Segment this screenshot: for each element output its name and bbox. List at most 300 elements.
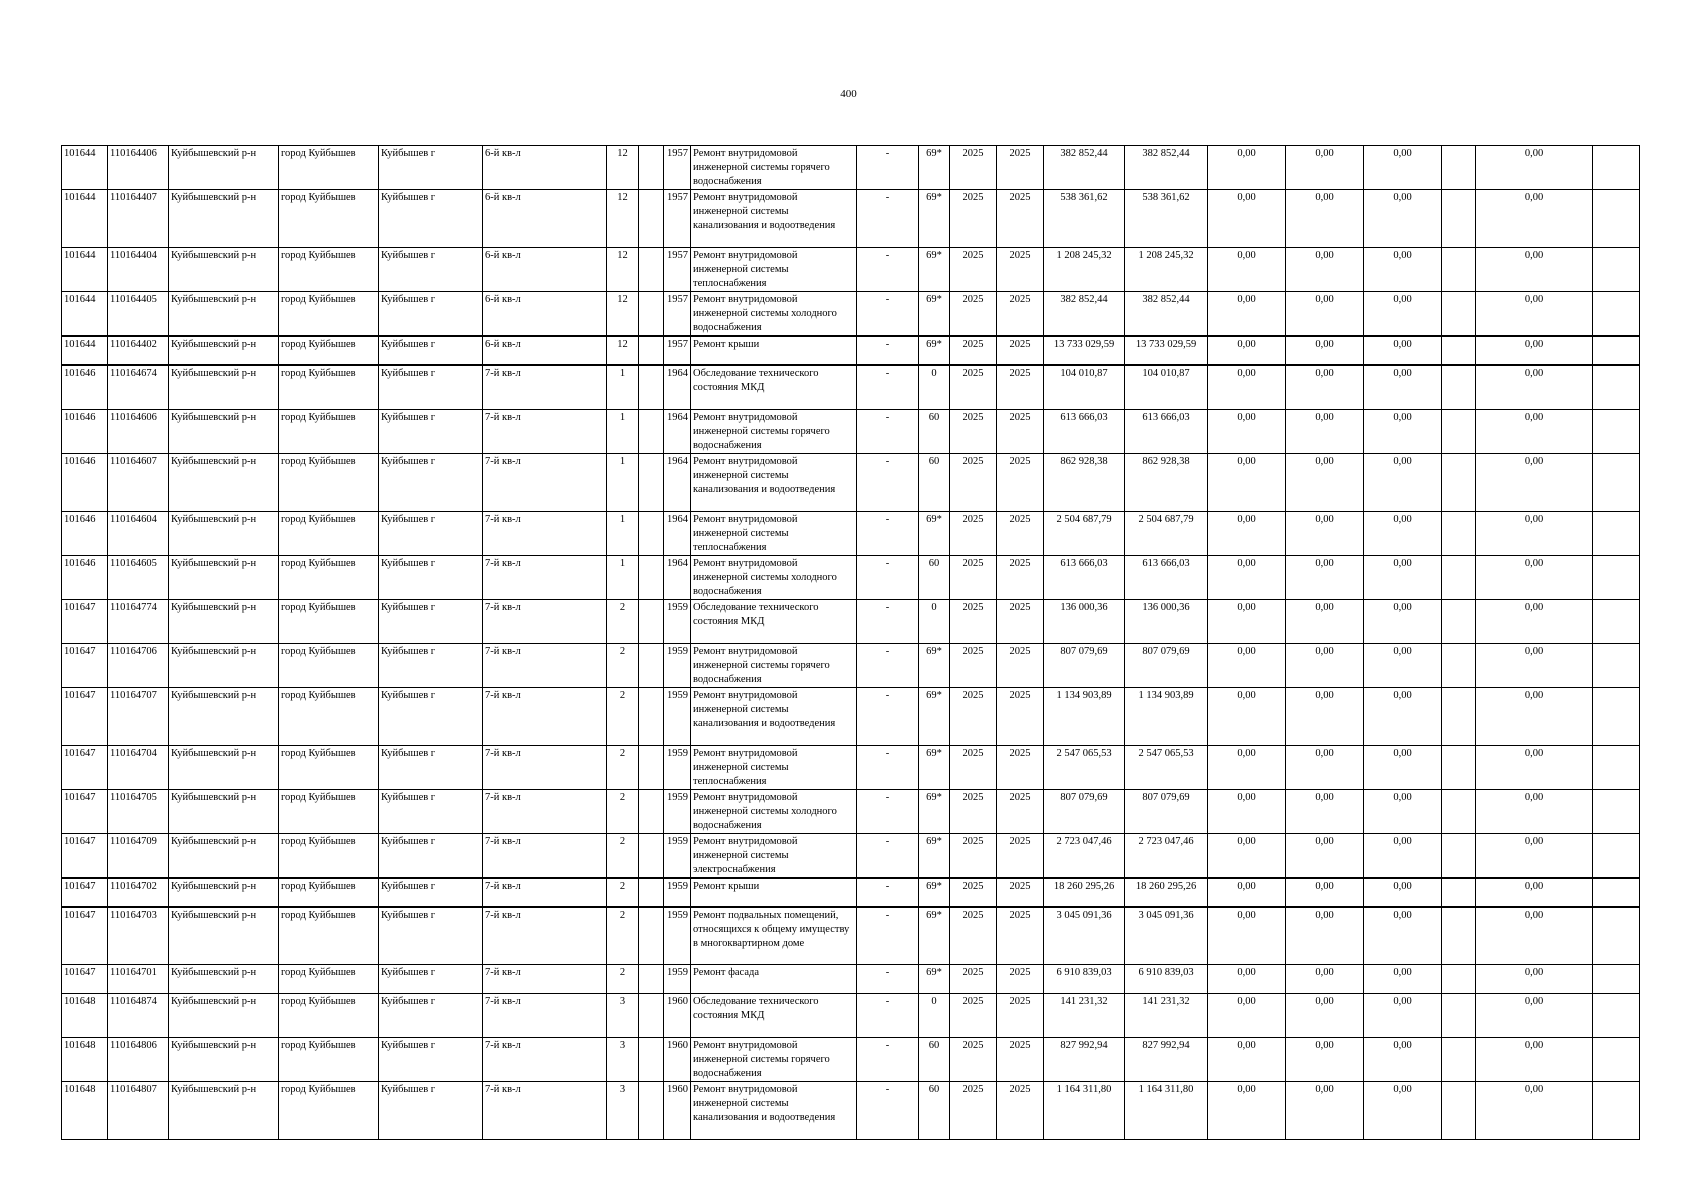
cell-col-6: 7-й кв-л [483,555,607,599]
cell-col-9: 1959 [664,643,691,687]
cell-col-20 [1442,965,1476,994]
cell-col-13: 2025 [950,965,997,994]
cell-col-16: 104 010,87 [1125,365,1208,409]
cell-col-9: 1964 [664,555,691,599]
cell-col-15: 538 361,62 [1044,190,1125,248]
cell-col-18: 0,00 [1286,599,1364,643]
cell-col-4: город Куйбышев [279,687,379,745]
cell-col-16: 613 666,03 [1125,409,1208,453]
cell-col-18: 0,00 [1286,965,1364,994]
cell-col-8 [639,190,664,248]
cell-col-5: Куйбышев г [379,907,483,965]
repair-program-table [61,145,1640,1140]
cell-col-12: 69* [919,878,950,907]
cell-col-19: 0,00 [1364,146,1442,190]
cell-col-12: 60 [919,1038,950,1082]
cell-col-13: 2025 [950,878,997,907]
cell-col-16: 18 260 295,26 [1125,878,1208,907]
table-row [62,248,1640,292]
cell-col-7: 12 [607,248,639,292]
cell-col-11: - [857,511,919,555]
table-row [62,1038,1640,1082]
cell-col-8 [639,878,664,907]
cell-col-11: - [857,146,919,190]
cell-col-22 [1593,409,1640,453]
cell-col-6: 7-й кв-л [483,643,607,687]
cell-col-14: 2025 [997,994,1044,1038]
cell-col-4: город Куйбышев [279,336,379,365]
table-row [62,907,1640,965]
cell-col-6: 7-й кв-л [483,511,607,555]
cell-col-1: 101647 [62,789,108,833]
cell-col-18: 0,00 [1286,511,1364,555]
cell-col-16: 1 134 903,89 [1125,687,1208,745]
cell-col-20 [1442,687,1476,745]
cell-col-17: 0,00 [1208,599,1286,643]
cell-col-5: Куйбышев г [379,365,483,409]
cell-col-7: 2 [607,687,639,745]
cell-col-17: 0,00 [1208,511,1286,555]
cell-col-13: 2025 [950,292,997,337]
cell-col-10: Ремонт внутридомовой инженерной системы горячего водоснабжения [691,146,857,190]
cell-col-1: 101644 [62,292,108,337]
cell-col-15: 2 547 065,53 [1044,745,1125,789]
cell-col-3: Куйбышевский р-н [169,146,279,190]
cell-col-5: Куйбышев г [379,555,483,599]
cell-col-8 [639,248,664,292]
cell-col-4: город Куйбышев [279,190,379,248]
table-row [62,833,1640,878]
cell-col-9: 1959 [664,789,691,833]
cell-col-16: 2 504 687,79 [1125,511,1208,555]
cell-col-17: 0,00 [1208,1082,1286,1140]
cell-col-9: 1959 [664,965,691,994]
cell-col-22 [1593,511,1640,555]
cell-col-3: Куйбышевский р-н [169,511,279,555]
cell-col-15: 862 928,38 [1044,453,1125,511]
cell-col-2: 110164604 [108,511,169,555]
cell-col-10: Ремонт внутридомовой инженерной системы канализования и водоотведения [691,1082,857,1140]
cell-col-11: - [857,907,919,965]
cell-col-10: Ремонт внутридомовой инженерной системы холодного водоснабжения [691,555,857,599]
cell-col-9: 1957 [664,146,691,190]
cell-col-22 [1593,336,1640,365]
cell-col-6: 7-й кв-л [483,599,607,643]
cell-col-6: 7-й кв-л [483,833,607,878]
cell-col-12: 69* [919,687,950,745]
cell-col-13: 2025 [950,336,997,365]
cell-col-17: 0,00 [1208,965,1286,994]
cell-col-16: 6 910 839,03 [1125,965,1208,994]
cell-col-17: 0,00 [1208,643,1286,687]
cell-col-17: 0,00 [1208,878,1286,907]
cell-col-18: 0,00 [1286,1082,1364,1140]
table-row [62,599,1640,643]
cell-col-20 [1442,643,1476,687]
cell-col-21: 0,00 [1476,190,1593,248]
cell-col-6: 6-й кв-л [483,146,607,190]
cell-col-11: - [857,336,919,365]
cell-col-14: 2025 [997,643,1044,687]
cell-col-9: 1960 [664,1082,691,1140]
cell-col-3: Куйбышевский р-н [169,409,279,453]
cell-col-16: 2 723 047,46 [1125,833,1208,878]
cell-col-14: 2025 [997,248,1044,292]
cell-col-10: Ремонт внутридомовой инженерной системы теплоснабжения [691,511,857,555]
cell-col-16: 1 164 311,80 [1125,1082,1208,1140]
cell-col-3: Куйбышевский р-н [169,789,279,833]
cell-col-4: город Куйбышев [279,453,379,511]
cell-col-8 [639,511,664,555]
cell-col-6: 6-й кв-л [483,190,607,248]
cell-col-20 [1442,409,1476,453]
cell-col-9: 1964 [664,453,691,511]
cell-col-13: 2025 [950,248,997,292]
cell-col-2: 110164703 [108,907,169,965]
cell-col-10: Ремонт внутридомовой инженерной системы канализования и водоотведения [691,687,857,745]
cell-col-7: 2 [607,745,639,789]
cell-col-11: - [857,643,919,687]
cell-col-1: 101646 [62,555,108,599]
cell-col-4: город Куйбышев [279,248,379,292]
cell-col-10: Ремонт внутридомовой инженерной системы теплоснабжения [691,248,857,292]
cell-col-22 [1593,365,1640,409]
cell-col-22 [1593,789,1640,833]
cell-col-12: 60 [919,555,950,599]
cell-col-16: 3 045 091,36 [1125,907,1208,965]
cell-col-16: 382 852,44 [1125,146,1208,190]
cell-col-2: 110164706 [108,643,169,687]
cell-col-3: Куйбышевский р-н [169,878,279,907]
cell-col-4: город Куйбышев [279,409,379,453]
cell-col-21: 0,00 [1476,365,1593,409]
cell-col-6: 6-й кв-л [483,336,607,365]
cell-col-21: 0,00 [1476,1038,1593,1082]
cell-col-10: Ремонт внутридомовой инженерной системы горячего водоснабжения [691,409,857,453]
cell-col-1: 101647 [62,878,108,907]
table-row [62,745,1640,789]
cell-col-9: 1960 [664,1038,691,1082]
cell-col-9: 1959 [664,833,691,878]
cell-col-14: 2025 [997,1082,1044,1140]
cell-col-1: 101647 [62,833,108,878]
cell-col-8 [639,1038,664,1082]
cell-col-1: 101644 [62,190,108,248]
cell-col-2: 110164607 [108,453,169,511]
cell-col-22 [1593,453,1640,511]
cell-col-10: Ремонт внутридомовой инженерной системы холодного водоснабжения [691,292,857,337]
cell-col-14: 2025 [997,146,1044,190]
cell-col-15: 18 260 295,26 [1044,878,1125,907]
cell-col-8 [639,745,664,789]
cell-col-21: 0,00 [1476,643,1593,687]
cell-col-14: 2025 [997,878,1044,907]
table-row [62,878,1640,907]
cell-col-5: Куйбышев г [379,643,483,687]
cell-col-18: 0,00 [1286,555,1364,599]
cell-col-10: Ремонт крыши [691,336,857,365]
cell-col-7: 2 [607,789,639,833]
cell-col-11: - [857,745,919,789]
cell-col-20 [1442,292,1476,337]
cell-col-13: 2025 [950,745,997,789]
cell-col-2: 110164774 [108,599,169,643]
cell-col-5: Куйбышев г [379,599,483,643]
cell-col-7: 2 [607,965,639,994]
cell-col-17: 0,00 [1208,994,1286,1038]
cell-col-21: 0,00 [1476,878,1593,907]
cell-col-17: 0,00 [1208,409,1286,453]
cell-col-8 [639,336,664,365]
cell-col-5: Куйбышев г [379,1082,483,1140]
cell-col-18: 0,00 [1286,292,1364,337]
table-row [62,146,1640,190]
cell-col-3: Куйбышевский р-н [169,248,279,292]
cell-col-1: 101646 [62,409,108,453]
cell-col-7: 1 [607,365,639,409]
cell-col-8 [639,1082,664,1140]
table-row [62,555,1640,599]
cell-col-19: 0,00 [1364,190,1442,248]
cell-col-4: город Куйбышев [279,292,379,337]
cell-col-15: 2 504 687,79 [1044,511,1125,555]
cell-col-12: 60 [919,409,950,453]
cell-col-4: город Куйбышев [279,878,379,907]
cell-col-4: город Куйбышев [279,907,379,965]
cell-col-13: 2025 [950,1038,997,1082]
cell-col-21: 0,00 [1476,965,1593,994]
cell-col-7: 3 [607,1082,639,1140]
cell-col-2: 110164407 [108,190,169,248]
cell-col-18: 0,00 [1286,1038,1364,1082]
cell-col-6: 7-й кв-л [483,907,607,965]
cell-col-16: 827 992,94 [1125,1038,1208,1082]
cell-col-3: Куйбышевский р-н [169,907,279,965]
cell-col-18: 0,00 [1286,745,1364,789]
cell-col-21: 0,00 [1476,511,1593,555]
cell-col-9: 1959 [664,745,691,789]
cell-col-8 [639,643,664,687]
cell-col-6: 7-й кв-л [483,1038,607,1082]
cell-col-11: - [857,365,919,409]
cell-col-10: Обследование технического состояния МКД [691,599,857,643]
cell-col-20 [1442,745,1476,789]
cell-col-4: город Куйбышев [279,511,379,555]
cell-col-14: 2025 [997,511,1044,555]
cell-col-22 [1593,146,1640,190]
cell-col-14: 2025 [997,745,1044,789]
cell-col-22 [1593,599,1640,643]
cell-col-15: 1 134 903,89 [1044,687,1125,745]
cell-col-22 [1593,878,1640,907]
cell-col-2: 110164709 [108,833,169,878]
cell-col-7: 1 [607,409,639,453]
cell-col-18: 0,00 [1286,248,1364,292]
cell-col-6: 7-й кв-л [483,409,607,453]
cell-col-1: 101647 [62,907,108,965]
cell-col-11: - [857,190,919,248]
cell-col-9: 1957 [664,336,691,365]
cell-col-8 [639,453,664,511]
cell-col-16: 2 547 065,53 [1125,745,1208,789]
cell-col-13: 2025 [950,789,997,833]
cell-col-7: 2 [607,907,639,965]
cell-col-3: Куйбышевский р-н [169,292,279,337]
cell-col-21: 0,00 [1476,833,1593,878]
cell-col-22 [1593,1082,1640,1140]
cell-col-5: Куйбышев г [379,453,483,511]
cell-col-21: 0,00 [1476,907,1593,965]
cell-col-7: 12 [607,190,639,248]
cell-col-4: город Куйбышев [279,833,379,878]
cell-col-17: 0,00 [1208,365,1286,409]
cell-col-22 [1593,190,1640,248]
cell-col-20 [1442,248,1476,292]
cell-col-6: 7-й кв-л [483,1082,607,1140]
cell-col-19: 0,00 [1364,555,1442,599]
cell-col-19: 0,00 [1364,453,1442,511]
cell-col-14: 2025 [997,1038,1044,1082]
cell-col-3: Куйбышевский р-н [169,336,279,365]
table-row [62,365,1640,409]
cell-col-12: 60 [919,453,950,511]
cell-col-6: 7-й кв-л [483,994,607,1038]
cell-col-13: 2025 [950,833,997,878]
cell-col-17: 0,00 [1208,248,1286,292]
cell-col-15: 3 045 091,36 [1044,907,1125,965]
cell-col-12: 69* [919,248,950,292]
cell-col-17: 0,00 [1208,1038,1286,1082]
cell-col-5: Куйбышев г [379,994,483,1038]
cell-col-4: город Куйбышев [279,789,379,833]
cell-col-9: 1960 [664,994,691,1038]
cell-col-14: 2025 [997,453,1044,511]
cell-col-12: 69* [919,833,950,878]
cell-col-19: 0,00 [1364,511,1442,555]
cell-col-11: - [857,453,919,511]
cell-col-22 [1593,555,1640,599]
cell-col-7: 12 [607,146,639,190]
cell-col-3: Куйбышевский р-н [169,1038,279,1082]
cell-col-16: 136 000,36 [1125,599,1208,643]
cell-col-7: 2 [607,599,639,643]
cell-col-5: Куйбышев г [379,687,483,745]
cell-col-22 [1593,248,1640,292]
cell-col-20 [1442,555,1476,599]
cell-col-12: 69* [919,190,950,248]
cell-col-5: Куйбышев г [379,248,483,292]
cell-col-14: 2025 [997,687,1044,745]
cell-col-1: 101647 [62,599,108,643]
cell-col-18: 0,00 [1286,190,1364,248]
cell-col-21: 0,00 [1476,1082,1593,1140]
cell-col-6: 7-й кв-л [483,789,607,833]
cell-col-3: Куйбышевский р-н [169,643,279,687]
cell-col-18: 0,00 [1286,643,1364,687]
cell-col-12: 60 [919,1082,950,1140]
cell-col-15: 1 164 311,80 [1044,1082,1125,1140]
cell-col-12: 69* [919,965,950,994]
cell-col-11: - [857,555,919,599]
cell-col-16: 807 079,69 [1125,643,1208,687]
cell-col-18: 0,00 [1286,833,1364,878]
cell-col-3: Куйбышевский р-н [169,453,279,511]
cell-col-22 [1593,965,1640,994]
cell-col-6: 6-й кв-л [483,248,607,292]
cell-col-10: Ремонт крыши [691,878,857,907]
cell-col-15: 6 910 839,03 [1044,965,1125,994]
table-row [62,511,1640,555]
cell-col-18: 0,00 [1286,687,1364,745]
cell-col-14: 2025 [997,365,1044,409]
cell-col-7: 12 [607,336,639,365]
cell-col-21: 0,00 [1476,599,1593,643]
cell-col-13: 2025 [950,643,997,687]
cell-col-3: Куйбышевский р-н [169,965,279,994]
cell-col-5: Куйбышев г [379,965,483,994]
cell-col-3: Куйбышевский р-н [169,994,279,1038]
cell-col-15: 807 079,69 [1044,643,1125,687]
cell-col-13: 2025 [950,190,997,248]
cell-col-17: 0,00 [1208,907,1286,965]
cell-col-14: 2025 [997,833,1044,878]
cell-col-15: 1 208 245,32 [1044,248,1125,292]
cell-col-3: Куйбышевский р-н [169,1082,279,1140]
cell-col-1: 101647 [62,687,108,745]
cell-col-8 [639,555,664,599]
cell-col-1: 101644 [62,248,108,292]
cell-col-20 [1442,833,1476,878]
cell-col-8 [639,599,664,643]
cell-col-6: 7-й кв-л [483,878,607,907]
page-number: 400 [840,88,857,100]
cell-col-14: 2025 [997,555,1044,599]
cell-col-10: Ремонт внутридомовой инженерной системы горячего водоснабжения [691,643,857,687]
cell-col-11: - [857,833,919,878]
cell-col-12: 69* [919,336,950,365]
table-row [62,190,1640,248]
cell-col-2: 110164874 [108,994,169,1038]
cell-col-19: 0,00 [1364,1038,1442,1082]
cell-col-2: 110164707 [108,687,169,745]
cell-col-19: 0,00 [1364,409,1442,453]
cell-col-19: 0,00 [1364,907,1442,965]
table-row [62,336,1640,365]
cell-col-1: 101648 [62,994,108,1038]
cell-col-2: 110164806 [108,1038,169,1082]
cell-col-10: Обследование технического состояния МКД [691,365,857,409]
cell-col-13: 2025 [950,146,997,190]
cell-col-17: 0,00 [1208,745,1286,789]
cell-col-13: 2025 [950,409,997,453]
cell-col-8 [639,833,664,878]
cell-col-20 [1442,365,1476,409]
cell-col-17: 0,00 [1208,789,1286,833]
cell-col-16: 807 079,69 [1125,789,1208,833]
cell-col-19: 0,00 [1364,878,1442,907]
cell-col-15: 382 852,44 [1044,146,1125,190]
cell-col-20 [1442,511,1476,555]
cell-col-19: 0,00 [1364,599,1442,643]
cell-col-14: 2025 [997,599,1044,643]
cell-col-16: 382 852,44 [1125,292,1208,337]
cell-col-15: 141 231,32 [1044,994,1125,1038]
cell-col-21: 0,00 [1476,409,1593,453]
cell-col-19: 0,00 [1364,687,1442,745]
table-row [62,687,1640,745]
cell-col-11: - [857,248,919,292]
cell-col-14: 2025 [997,965,1044,994]
